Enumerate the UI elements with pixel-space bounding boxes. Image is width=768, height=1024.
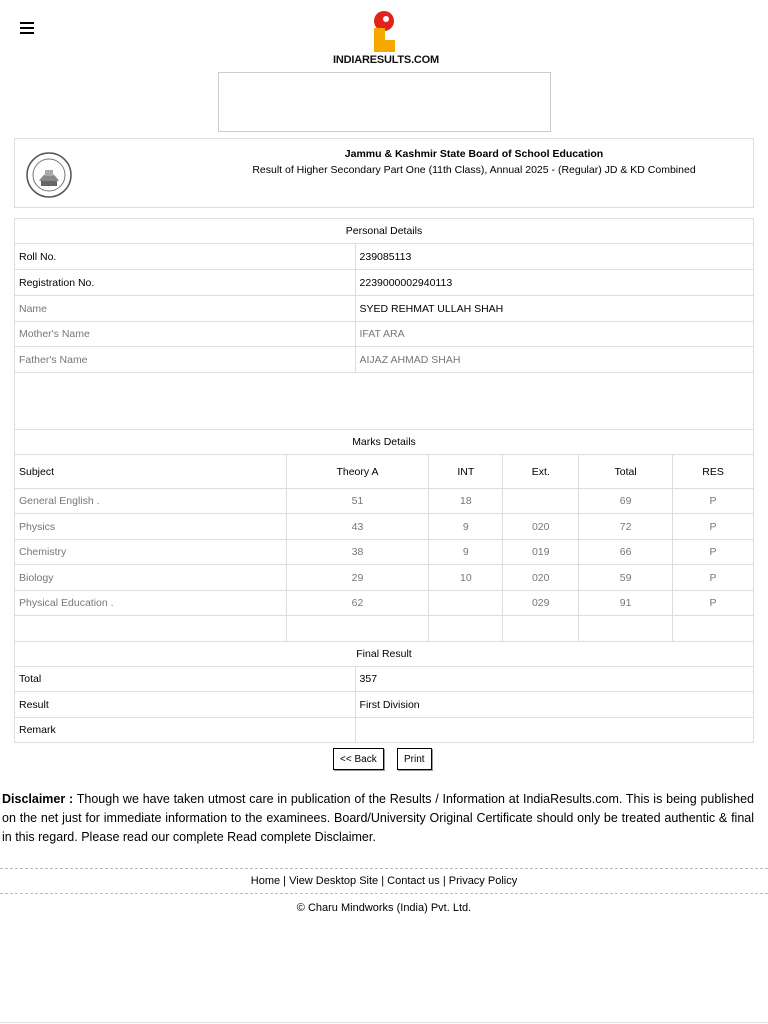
footer-link-privacy[interactable]: Privacy Policy bbox=[448, 875, 518, 887]
table-row bbox=[15, 591, 754, 616]
disclaimer-text: Though we have taken utmost care in publication of the Results / Information at IndiaResults.com. This is being published on the net just for immediate information to the examinees. Board/University Original Certificate should only be treated authentic & final in this regard. Please read our complete Read complete Disclaimer. bbox=[2, 792, 755, 844]
table-row bbox=[15, 565, 754, 591]
empty-row bbox=[15, 616, 754, 642]
col-header-subject: Subject bbox=[15, 455, 287, 489]
copyright: © Charu Mindworks (India) Pvt. Ltd. bbox=[296, 902, 472, 914]
ext-mark: 020 bbox=[503, 565, 579, 591]
table-row bbox=[15, 347, 754, 373]
footer-separator: | bbox=[378, 875, 388, 887]
ext-mark: 029 bbox=[503, 591, 579, 616]
exam-name: Result of Higher Secondary Part One (11th Class), Annual 2025 - (Regular) JD & KD Combined bbox=[252, 164, 696, 176]
ext-mark: 020 bbox=[503, 514, 579, 540]
top-bar bbox=[0, 0, 768, 70]
table-row bbox=[15, 244, 754, 270]
fathers-name-value: AIJAZ AHMAD SHAH bbox=[355, 347, 753, 373]
subject-name: Physical Education . bbox=[15, 591, 287, 616]
hamburger-menu-icon[interactable] bbox=[20, 22, 34, 34]
subject-name: Biology bbox=[15, 565, 287, 591]
roll-no-value: 239085113 bbox=[355, 244, 753, 270]
table-row bbox=[15, 514, 754, 540]
theory-mark: 29 bbox=[286, 565, 429, 591]
remark-value bbox=[355, 718, 753, 743]
col-header-int: INT bbox=[429, 455, 503, 489]
print-button[interactable]: Print bbox=[397, 748, 432, 770]
subject-name: General English . bbox=[15, 489, 287, 514]
bottom-divider bbox=[0, 1022, 768, 1023]
footer-links bbox=[0, 868, 768, 894]
indiaresults-logo[interactable] bbox=[333, 8, 437, 66]
total-mark: 69 bbox=[579, 489, 673, 514]
roll-no-label: Roll No. bbox=[15, 244, 356, 270]
result-status: P bbox=[673, 591, 754, 616]
fathers-name-label: Father's Name bbox=[15, 347, 356, 373]
result-label: Result bbox=[15, 692, 356, 718]
int-mark: 9 bbox=[429, 540, 503, 565]
mothers-name-value: IFAT ARA bbox=[355, 322, 753, 347]
table-row bbox=[15, 296, 754, 322]
disclaimer bbox=[2, 790, 754, 847]
col-header-theory: Theory A bbox=[286, 455, 429, 489]
marks-details-table bbox=[14, 429, 754, 642]
footer-link-contact[interactable]: Contact us bbox=[387, 875, 440, 887]
board-name: Jammu & Kashmir State Board of School Education bbox=[344, 148, 604, 160]
ext-mark bbox=[503, 489, 579, 514]
logo-mark-icon bbox=[333, 8, 437, 54]
footer-separator: | bbox=[439, 875, 449, 887]
total-mark: 59 bbox=[579, 565, 673, 591]
table-row bbox=[15, 270, 754, 296]
theory-mark: 51 bbox=[286, 489, 429, 514]
total-value: 357 bbox=[355, 667, 753, 692]
table-row bbox=[15, 322, 754, 347]
spacer-row bbox=[15, 373, 754, 430]
registration-no-label: Registration No. bbox=[15, 270, 356, 296]
total-mark: 72 bbox=[579, 514, 673, 540]
name-label: Name bbox=[15, 296, 356, 322]
name-value: SYED REHMAT ULLAH SHAH bbox=[355, 296, 753, 322]
subject-name: Chemistry bbox=[15, 540, 287, 565]
col-header-ext: Ext. bbox=[503, 455, 579, 489]
marks-header-row bbox=[15, 455, 754, 489]
mothers-name-label: Mother's Name bbox=[15, 322, 356, 347]
table-row bbox=[15, 540, 754, 565]
total-label: Total bbox=[15, 667, 356, 692]
table-row bbox=[15, 489, 754, 514]
registration-no-value: 2239000002940113 bbox=[355, 270, 753, 296]
footer-link-home[interactable]: Home bbox=[250, 875, 281, 887]
int-mark: 10 bbox=[429, 565, 503, 591]
back-button[interactable]: << Back bbox=[333, 748, 384, 770]
total-mark: 66 bbox=[579, 540, 673, 565]
remark-label: Remark bbox=[15, 718, 356, 743]
theory-mark: 38 bbox=[286, 540, 429, 565]
ext-mark: 019 bbox=[503, 540, 579, 565]
result-status: P bbox=[673, 514, 754, 540]
footer-link-desktop-site[interactable]: View Desktop Site bbox=[289, 875, 379, 887]
int-mark: 9 bbox=[429, 514, 503, 540]
ad-placeholder bbox=[218, 72, 551, 132]
col-header-total: Total bbox=[579, 455, 673, 489]
table-row bbox=[15, 718, 754, 743]
table-row bbox=[15, 667, 754, 692]
logo-text: INDIARESULTS.COM bbox=[333, 54, 439, 66]
result-status: P bbox=[673, 540, 754, 565]
result-value: First Division bbox=[355, 692, 753, 718]
theory-mark: 43 bbox=[286, 514, 429, 540]
theory-mark: 62 bbox=[286, 591, 429, 616]
int-mark bbox=[429, 591, 503, 616]
marks-details-title: Marks Details bbox=[15, 430, 754, 455]
total-mark: 91 bbox=[579, 591, 673, 616]
result-status: P bbox=[673, 565, 754, 591]
int-mark: 18 bbox=[429, 489, 503, 514]
footer-separator: | bbox=[280, 875, 290, 887]
personal-details-table bbox=[14, 218, 754, 430]
personal-details-title: Personal Details bbox=[15, 219, 754, 244]
result-header bbox=[14, 138, 754, 208]
disclaimer-label: Disclaimer : bbox=[2, 792, 74, 806]
col-header-res: RES bbox=[673, 455, 754, 489]
final-result-table bbox=[14, 641, 754, 743]
table-row bbox=[15, 692, 754, 718]
result-status: P bbox=[673, 489, 754, 514]
subject-name: Physics bbox=[15, 514, 287, 540]
final-result-title: Final Result bbox=[15, 642, 754, 667]
